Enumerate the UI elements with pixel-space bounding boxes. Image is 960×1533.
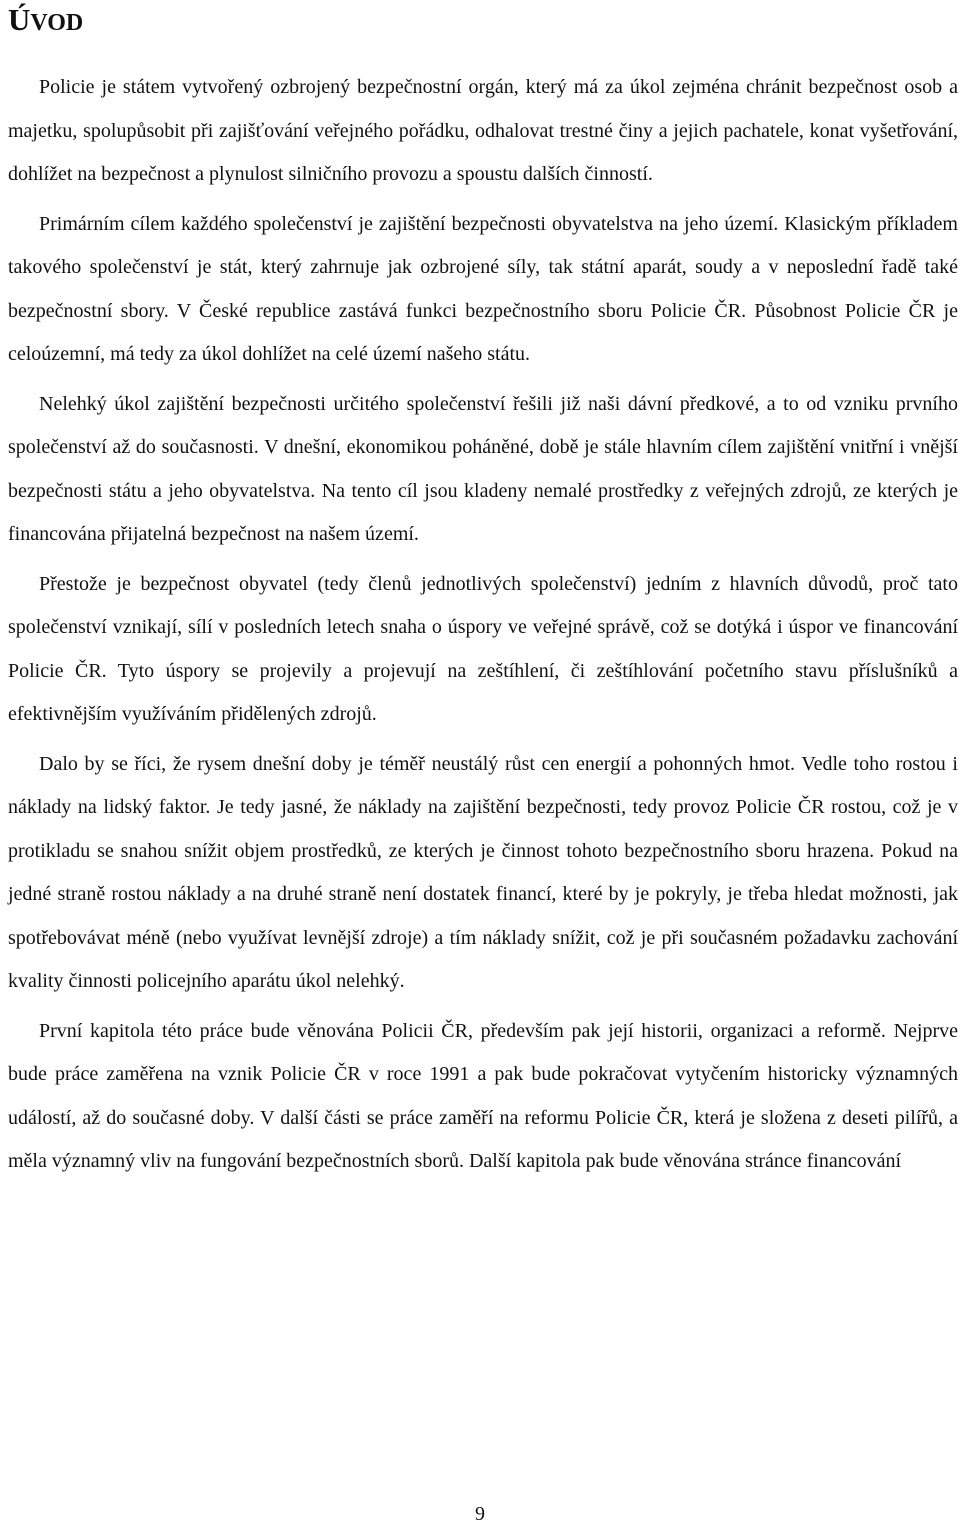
paragraph-6: První kapitola této práce bude věnována Policii ČR, především pak její historii, organizaci a reformě. Nejprve bude práce zaměřena na vznik Policie ČR v roce 1991 a pak bude pokračovat vytyčením historicky významných událostí, až do současné doby. V další části se práce zaměří na reformu Policie ČR, která je složena z deseti pilířů, a měla významný vliv na fungování bezpečnostních sborů. Další kapitola pak bude věnována stránce financování: [8, 1019, 958, 1172]
paragraph-1: Policie je státem vytvořený ozbrojený bezpečnostní orgán, který má za úkol zejména chránit bezpečnost osob a majetku, spolupůsobit při zajišťování veřejného pořádku, odhalovat trestné činy a jejich pachatele, konat vyšetřování, dohlížet na bezpečnost a plynulost silničního provozu a spoustu dalších činností.: [8, 76, 958, 185]
body-text: [8, 66, 958, 1184]
section-heading: [8, 2, 83, 38]
heading-first-letter: Ú: [8, 2, 31, 37]
paragraph-5: Dalo by se říci, že rysem dnešní doby je téměř neustálý růst cen energií a pohonných hmot. Vedle toho rostou i náklady na lidský faktor. Je tedy jasné, že náklady na zajištění bezpečnosti, tedy provoz Policie ČR rostou, což je v protikladu se snahou snížit objem prostředků, ze kterých je činnost tohoto bezpečnostního sboru hrazena. Pokud na jedné straně rostou náklady a na druhé straně není dostatek financí, které by je pokryly, je třeba hledat možnosti, jak spotřebovávat méně (nebo využívat levnější zdroje) a tím náklady snížit, což je při současném požadavku zachování kvality činnosti policejního aparátu úkol nelehký.: [8, 752, 958, 992]
heading-rest: VOD: [30, 10, 84, 36]
paragraph-3: Nelehký úkol zajištění bezpečnosti určitého společenství řešili již naši dávní předkové, a to od vzniku prvního společenství až do současnosti. V dnešní, ekonomikou poháněné, době je stále hlavním cílem zajištění vnitřní i vnější bezpečnosti státu a jeho obyvatelstva. Na tento cíl jsou kladeny nemalé prostředky z veřejných zdrojů, ze kterých je financována přijatelná bezpečnost na našem území.: [8, 392, 958, 545]
paragraph-4: Přestože je bezpečnost obyvatel (tedy členů jednotlivých společenství) jedním z hlavních důvodů, proč tato společenství vznikají, sílí v posledních letech snaha o úspory ve veřejné správě, což se dotýká i úspor ve financování Policie ČR. Tyto úspory se projevily a projevují na zeštíhlení, či zeštíhlování početního stavu příslušníků a efektivnějším využíváním přidělených zdrojů.: [8, 572, 958, 725]
page-number: 9: [475, 1503, 485, 1525]
paragraph-2: Primárním cílem každého společenství je zajištění bezpečnosti obyvatelstva na jeho území. Klasickým příkladem takového společenství je stát, který zahrnuje jak ozbrojené síly, tak státní aparát, soudy a v neposlední řadě také bezpečnostní sbory. V České republice zastává funkci bezpečnostního sboru Policie ČR. Působnost Policie ČR je celoúzemní, má tedy za úkol dohlížet na celé území našeho státu.: [8, 212, 958, 365]
